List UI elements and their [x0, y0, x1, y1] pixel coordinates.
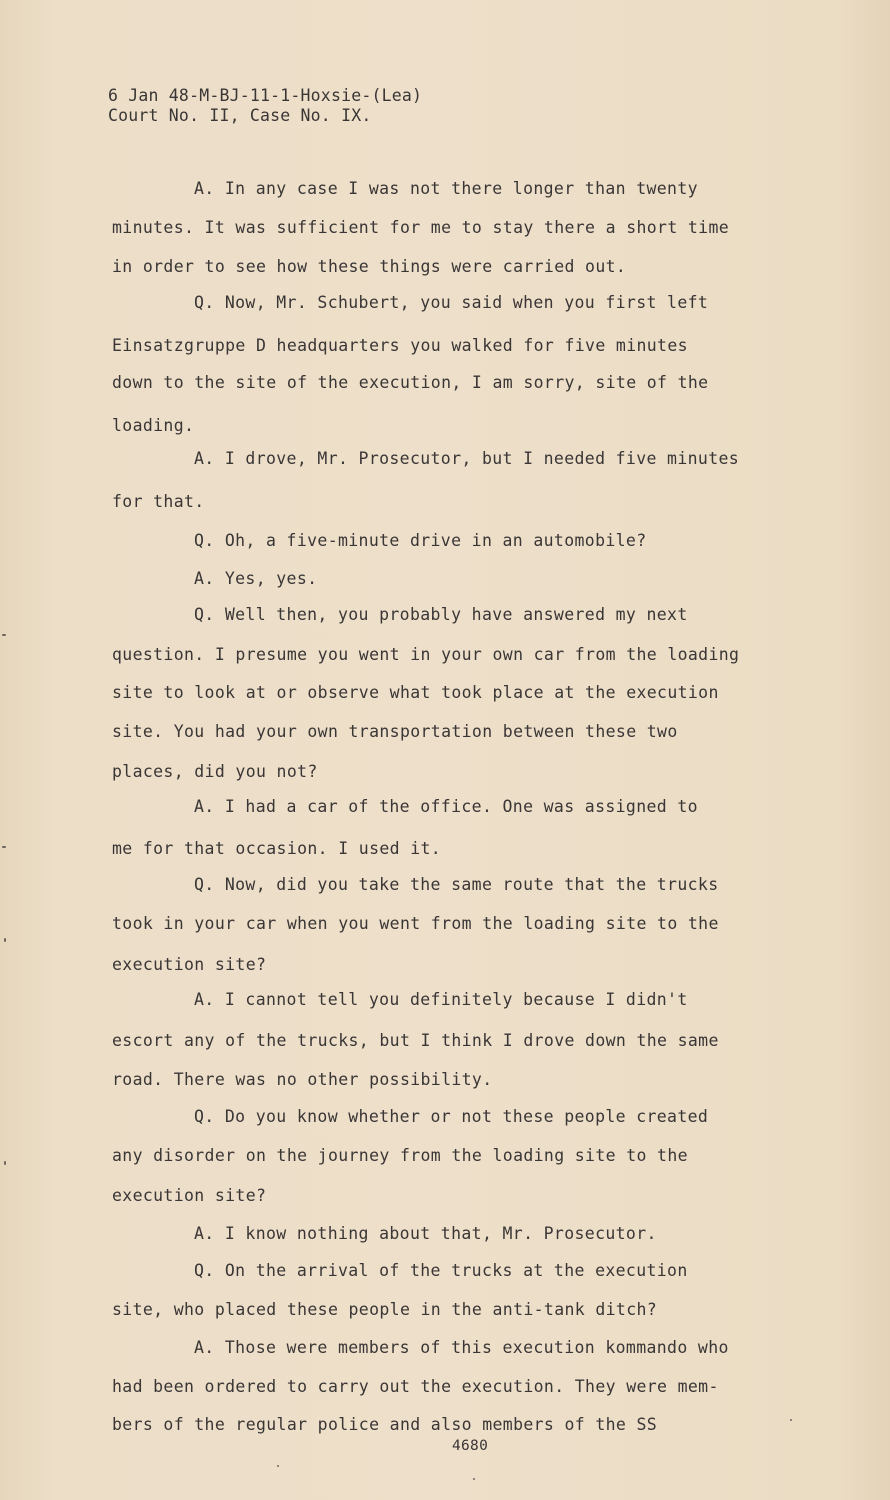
header-reference-line: 6 Jan 48-M-BJ-11-1-Hoxsie-(Lea) — [108, 86, 423, 105]
transcript-line: in order to see how these things were carried out. — [112, 257, 627, 276]
transcript-line: minutes. It was sufficient for me to stay there a short time — [112, 218, 730, 237]
margin-mark — [2, 634, 6, 636]
margin-mark — [2, 846, 6, 848]
transcript-line: escort any of the trucks, but I think I drove down the same — [112, 1031, 719, 1050]
transcript-line: Einsatzgruppe D headquarters you walked for five minutes — [112, 336, 688, 355]
transcript-line: Q. Do you know whether or not these people created — [194, 1107, 709, 1126]
document-header — [108, 86, 422, 126]
transcript-line: took in your car when you went from the loading site to the — [112, 914, 719, 933]
transcript-line: A. I had a car of the office. One was assigned to — [194, 797, 698, 816]
transcript-line: Q. Now, did you take the same route that the trucks — [194, 875, 719, 894]
transcript-line: A. Yes, yes. — [194, 569, 318, 588]
transcript-line: down to the site of the execution, I am sorry, site of the — [112, 373, 709, 392]
margin-mark — [4, 938, 6, 942]
transcript-line: Q. Well then, you probably have answered my next — [194, 605, 688, 624]
transcript-line: execution site? — [112, 955, 267, 974]
ink-speck — [790, 1419, 792, 1421]
transcript-line: execution site? — [112, 1186, 267, 1205]
margin-mark — [4, 1161, 6, 1165]
transcript-line: Q. Oh, a five-minute drive in an automobile? — [194, 531, 647, 550]
transcript-line: A. I cannot tell you definitely because I didn't — [194, 990, 688, 1009]
transcript-line: site. You had your own transportation between these two — [112, 722, 678, 741]
transcript-line: me for that occasion. I used it. — [112, 839, 442, 858]
transcript-line: loading. — [112, 416, 195, 435]
transcript-line: A. In any case I was not there longer than twenty — [194, 179, 698, 198]
page-number: 4680 — [452, 1438, 489, 1454]
transcript-line: Q. On the arrival of the trucks at the execution — [194, 1261, 688, 1280]
transcript-line: site to look at or observe what took place at the execution — [112, 683, 719, 702]
transcript-line: Q. Now, Mr. Schubert, you said when you first left — [194, 293, 709, 312]
transcript-line: road. There was no other possibility. — [112, 1070, 493, 1089]
transcript-line: A. I drove, Mr. Prosecutor, but I needed five minutes — [194, 449, 740, 468]
header-court-line: Court No. II, Case No. IX. — [108, 106, 372, 125]
transcript-line: bers of the regular police and also members of the SS — [112, 1415, 658, 1434]
transcript-line: A. Those were members of this execution kommando who — [194, 1338, 729, 1357]
transcript-line: for that. — [112, 492, 205, 511]
ink-speck — [473, 1478, 475, 1480]
transcript-line: places, did you not? — [112, 762, 318, 781]
transcript-line: had been ordered to carry out the execution. They were mem- — [112, 1377, 719, 1396]
transcript-line: A. I know nothing about that, Mr. Prosecutor. — [194, 1224, 657, 1243]
transcript-line: question. I presume you went in your own car from the loading — [112, 645, 740, 664]
transcript-line: any disorder on the journey from the loading site to the — [112, 1146, 688, 1165]
transcript-line: site, who placed these people in the anti-tank ditch? — [112, 1300, 658, 1319]
ink-speck — [277, 1465, 279, 1467]
